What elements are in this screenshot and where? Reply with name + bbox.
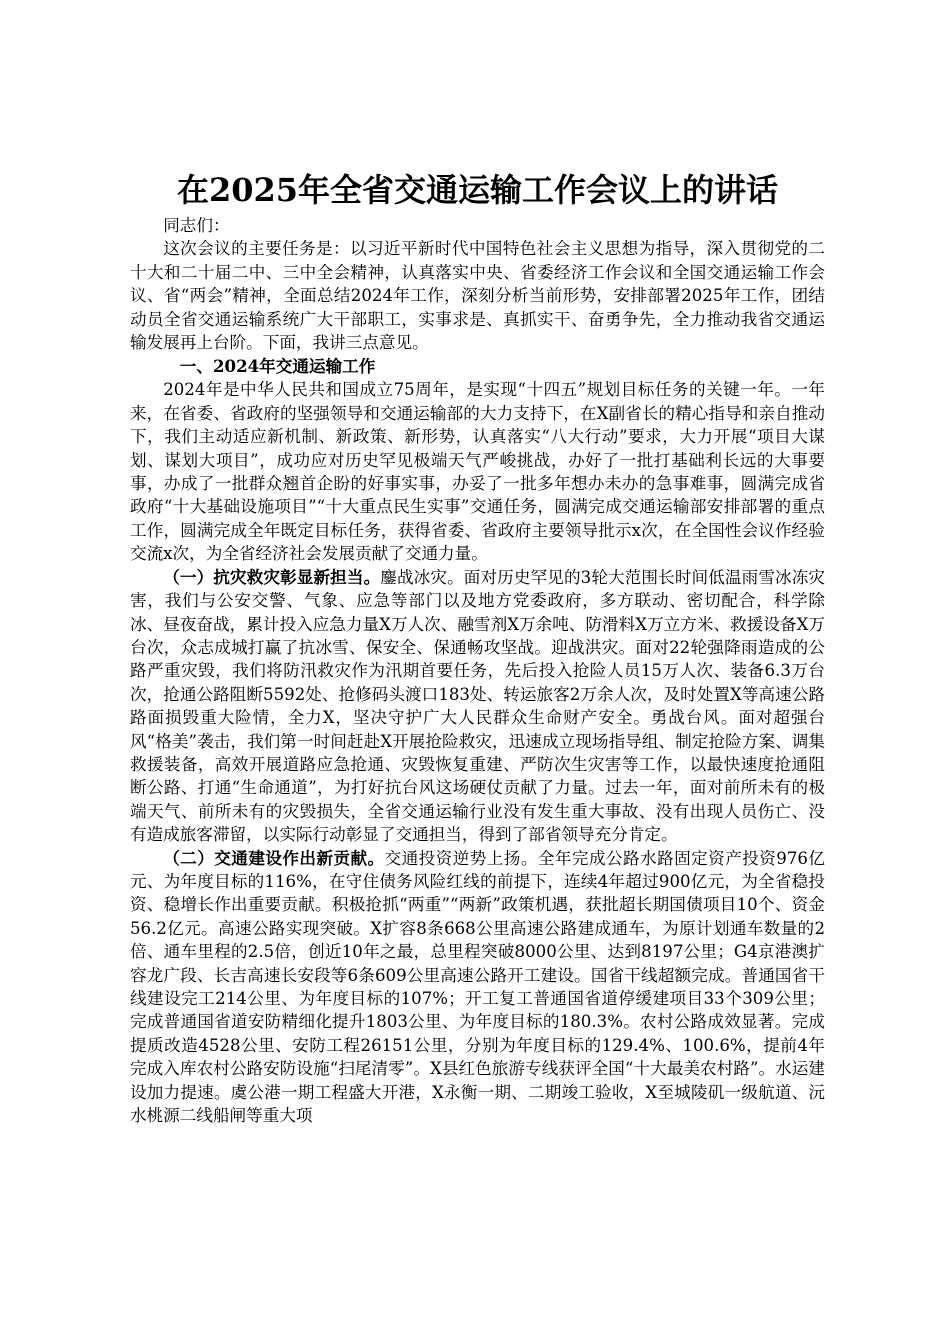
document-page [130, 168, 825, 1127]
subsection-1-lead: （一）抗灾救灾彰显新担当。 [163, 566, 381, 587]
subsection-2-paragraph [130, 847, 825, 1128]
section-1-heading: 一、2024年交通运输工作 [179, 356, 376, 377]
section-1-paragraph: 2024年是中华人民共和国成立75周年，是实现“十四五”规划目标任务的关键一年。一年来，在省委、省政府的坚强领导和交通运输部的大力支持下，在X副省长的精心指导和亲自推动下，我们主动适应新机制、新政策、新形势，认真落实“八大行动”要求，大力开展“项目大谋划、谋划大项目”，成功应对历史罕见极端天气严峻挑战，办好了一批打基础利长远的大事要事，办成了一批群众翘首企盼的好事实事，办妥了一批多年想办未办的急事难事，圆满完成省政府“十大基础设施项目”“十大重点民生实事”交通任务，圆满完成交通运输部安排部署的重点工作，圆满完成全年既定目标任务，获得省委、省政府主要领导批示x次，在全国性会议作经验交流x次，为全省经济社会发展贡献了交通力量。 [130, 380, 825, 564]
document-title: 在2025年全省交通运输工作会议上的讲话 [176, 171, 779, 209]
subsection-1-body: 鏖战冰灾。面对历史罕见的3轮大范围长时间低温雨雪冰冻灾害，我们与公安交警、气象、应急等部门以及地方党委政府，多方联动、密切配合，科学除冰、昼夜奋战，累计投入应急力量X万人次、融雪剂X万余吨、防滑料X万立方米、救援设备X万台次，众志成城打赢了抗冰雪、保安全、保通畅攻坚战。迎战洪灾。面对22轮强降雨造成的公路严重灾毁，我们将防汛救灾作为汛期首要任务，先后投入抢险人员15万人次、装备6.3万台次，抢通公路阻断5592处、抢修码头渡口183处、转运旅客2万余人次，及时处置X等高速公路路面损毁重大险情，全力X，坚决守护广大人民群众生命财产安全。勇战台风。面对超强台风“格美”袭击，我们第一时间赶赴X开展抢险救灾，迅速成立现场指导组、制定抢险方案、调集救援装备，高效开展道路应急抢通、灾毁恢复重建、严防次生灾害等工作，以最快速度抢通阻断公路、打通“生命通道”，为打好抗台风这场硬仗贡献了力量。过去一年，面对前所未有的极端天气、前所未有的灾毁损失，全省交通运输行业没有发生重大事故、没有出现人员伤亡、没有造成旅客滞留，以实际行动彰显了交通担当，得到了部省领导充分肯定。 [130, 567, 826, 845]
subsection-2-lead: （二）交通建设作出新贡献。 [163, 847, 385, 868]
subsection-2-body: 交通投资逆势上扬。全年完成公路水路固定资产投资976亿元、为年度目标的116%，在守住债务风险红线的前提下，连续4年超过900亿元，为全省稳投资、稳增长作出重要贡献。积极抢抓“两重”“两新”政策机遇，获批超长期国债项目10个、资金56.2亿元。高速公路实现突破。X扩容8条668公里高速公路建成通车，为原计划通车数量的2倍、通车里程的2.5倍，创近10年之最，总里程突破8000公里、达到8197公里；G4京港澳扩容龙广段、长吉高速长安段等6条609公里高速公路开工建设。国省干线超额完成。普通国省干线建设完工214公里、为年度目标的107%；开工复工普通国省道停缓建项目33个309公里；完成普通国省道安防精细化提升1803公里、为年度目标的180.3%。农村公路成效显著。完成提质改造4528公里、安防工程26151公里，分别为年度目标的129.4%、100.6%，提前4年完成入库农村公路安防设施“扫尾清零”。X县红色旅游专线获评全国“十大最美农村路”。水运建设加力提速。虞公港一期工程盛大开港，X永衡一期、二期竣工验收，X至城陵矶一级航道、沅水桃源二线船闸等重大项 [130, 848, 826, 1126]
intro-paragraph: 这次会议的主要任务是：以习近平新时代中国特色社会主义思想为指导，深入贯彻党的二十大和二十届二中、三中全会精神，认真落实中央、省委经济工作会议和全国交通运输工作会议、省“两会”精神，全面总结2024年工作，深刻分析当前形势，安排部署2025年工作，团结动员全省交通运输系统广大干部职工，实事求是、真抓实干、奋勇争先，全力推动我省交通运输发展再上台阶。下面，我讲三点意见。 [130, 239, 825, 353]
subsection-1-paragraph [130, 566, 825, 847]
salutation: 同志们： [163, 216, 230, 235]
